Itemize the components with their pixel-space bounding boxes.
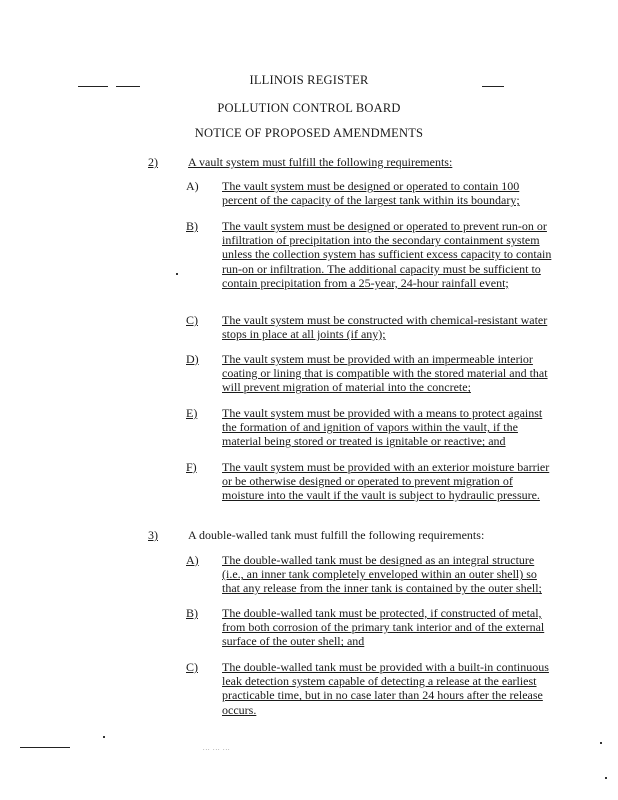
item-letter: C) bbox=[186, 313, 198, 327]
scan-speck bbox=[600, 742, 602, 744]
footer-page-marks: ... ... ... bbox=[203, 746, 231, 752]
item-letter: A) bbox=[186, 179, 199, 193]
item-letter: B) bbox=[186, 219, 198, 233]
item-letter: B) bbox=[186, 606, 198, 620]
scan-speck bbox=[605, 777, 607, 779]
item-text: The double-walled tank must be designed as an integral structure (i.e., an inner tank completely enveloped within an outer shell) so that any release from the inner tank is contained by the outer shell; bbox=[222, 553, 542, 596]
register-title: ILLINOIS REGISTER bbox=[249, 73, 369, 87]
item-text: The vault system must be provided with an impermeable interior coating or lining that is compatible with the stored material and that will prevent migration of material into the concrete; bbox=[222, 352, 548, 395]
scan-speck bbox=[176, 273, 178, 275]
section-number: 3) bbox=[148, 528, 158, 542]
item-text: The vault system must be designed or operated to contain 100 percent of the capacity of the largest tank within its boundary; bbox=[222, 179, 520, 208]
item-letter: F) bbox=[186, 460, 197, 474]
notice-title: NOTICE OF PROPOSED AMENDMENTS bbox=[194, 126, 424, 140]
footer-rule bbox=[20, 747, 70, 748]
section-heading: A vault system must fulfill the following requirements: bbox=[188, 155, 453, 169]
board-title: POLLUTION CONTROL BOARD bbox=[217, 101, 401, 115]
item-letter: E) bbox=[186, 406, 198, 420]
item-text: The vault system must be provided with a means to protect against the formation of and ignition of vapors within the vault, if the material being stored or treated is ignitable or reactive; and bbox=[222, 406, 543, 449]
item-letter: D) bbox=[186, 352, 199, 366]
item-letter: C) bbox=[186, 660, 198, 674]
scan-speck bbox=[103, 736, 105, 738]
item-text: The vault system must be provided with an exterior moisture barrier or be otherwise designed or operated to prevent migration of moisture into the vault if the vault is subject to hydraulic pressure. bbox=[222, 460, 550, 503]
item-text: The double-walled tank must be provided with a built-in continuous leak detection system capable of detecting a release at the earliest practicable time, but in no case later than 24 hours after the release occurs. bbox=[222, 660, 549, 717]
item-text: The double-walled tank must be protected, if constructed of metal, from both corrosion of the primary tank interior and of the external surface of the outer shell; and bbox=[222, 606, 545, 649]
item-letter: A) bbox=[186, 553, 199, 567]
item-text: The vault system must be constructed with chemical-resistant water stops in place at all joints (if any); bbox=[222, 313, 548, 342]
section-number: 2) bbox=[148, 155, 158, 169]
section-heading: A double-walled tank must fulfill the following requirements: bbox=[188, 528, 485, 542]
item-text: The vault system must be designed or operated to prevent run-on or infiltration of precipitation into the secondary containment system unless the collection system has sufficient excess capacity to contain run-on or infiltration. The additional capacity must be sufficient to contain precipitation from a 25-year, 24-hour rainfall event; bbox=[222, 219, 552, 290]
